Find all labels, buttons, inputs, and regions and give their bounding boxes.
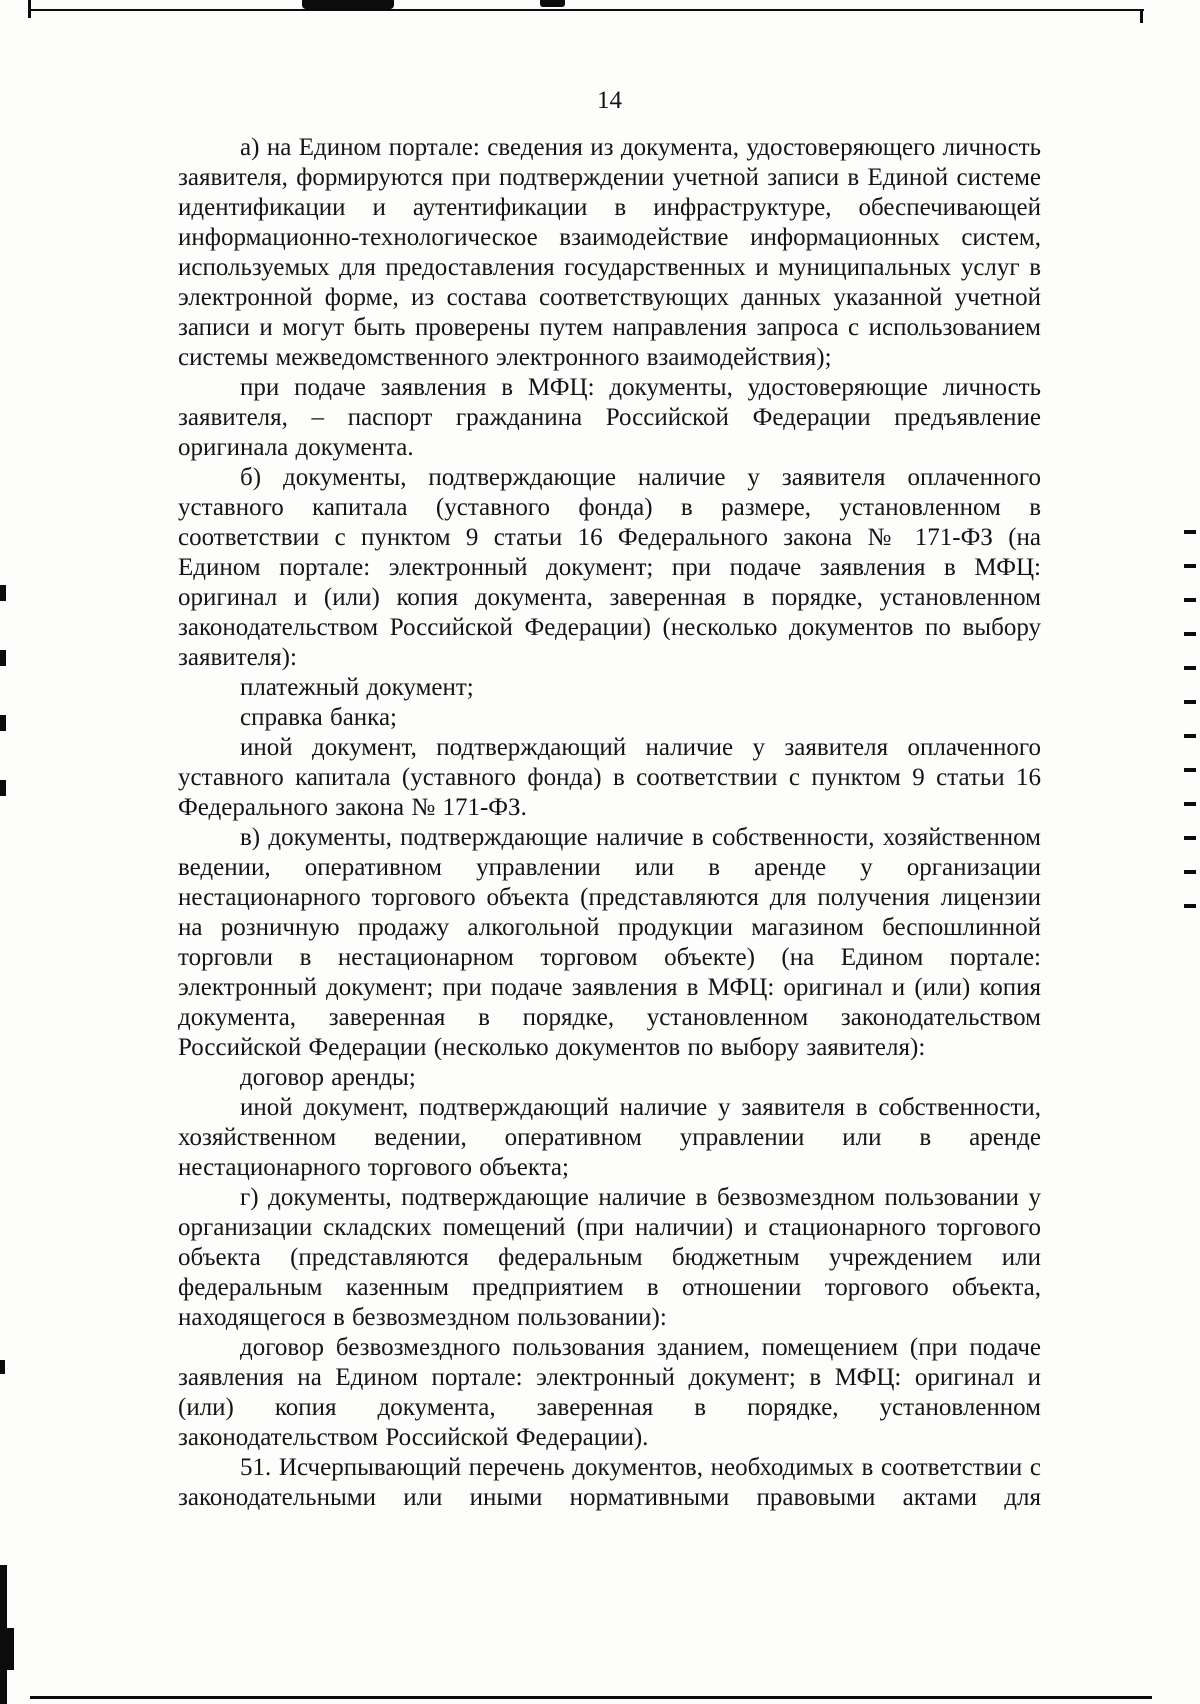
paragraph-dogovor-arendy: договор аренды; — [240, 1064, 416, 1091]
scan-artifact — [302, 0, 394, 9]
page-number: 14 — [597, 87, 622, 114]
paragraph-v-nestacionarnyj: в) документы, подтверждающие наличие в собственности, хозяйственном ведении, оперативном управлении или в аренде у организации нестационарного торгового объекта (представляются для получения лицензии на розничную продажу алкогольной продукции магазином беспошлинной торговли в нестационарном торговом объекте) (на Едином портале: электронный документ; при подаче заявления в МФЦ: оригинал и (или) копия документа, заверенная в порядке, установленном законодательством Российской Федерации (несколько документов по выбору заявителя): — [178, 824, 1041, 1061]
scan-border-tick-left — [28, 0, 31, 18]
paragraph-inoj-dokument-obekt: иной документ, подтверждающий наличие у заявителя в собственности, хозяйственном ведении, оперативном управлении или в аренде нестационарного торгового объекта; — [178, 1094, 1041, 1181]
paragraph-mfc-passport: при подаче заявления в МФЦ: документы, удостоверяющие личность заявителя, – паспорт гражданина Российской Федерации предъявление оригинала документа. — [178, 374, 1041, 461]
scan-artifact — [540, 0, 565, 7]
scan-artifact — [0, 650, 6, 666]
scan-artifact — [0, 1360, 5, 1374]
document-body — [178, 133, 1041, 1513]
paragraph-platezhnyj-dokument: платежный документ; — [240, 674, 474, 701]
scan-artifact — [0, 585, 6, 601]
scan-artifact-dashes — [1184, 530, 1196, 915]
scan-artifact — [0, 780, 6, 796]
scan-artifact — [0, 715, 6, 731]
scan-border-top — [28, 9, 1144, 11]
scan-border-tick-right — [1140, 9, 1143, 23]
paragraph-a-edinyj-portal: а) на Едином портале: сведения из документа, удостоверяющего личность заявителя, формируются при подтверждении учетной записи в Единой системе идентификации и аутентификации в инфраструктуре, обеспечивающей информационно-технологическое взаимодействие информационных систем, используемых для предоставления государственных и муниципальных услуг в электронной форме, из состава соответствующих данных указанной учетной записи и могут быть проверены путем направления запроса с использованием системы межведомственного электронного взаимодействия); — [178, 134, 1041, 371]
scan-artifact — [0, 1628, 14, 1670]
scan-border-bottom — [30, 1696, 1152, 1699]
paragraph-inoj-dokument-kapital: иной документ, подтверждающий наличие у заявителя оплаченного уставного капитала (уставного фонда) в соответствии с пунктом 9 статьи 16 Федерального закона № 171-ФЗ. — [178, 734, 1041, 821]
paragraph-51-perechen: 51. Исчерпывающий перечень документов, необходимых в соответствии с законодательными или иными нормативными правовыми актами для — [178, 1454, 1041, 1511]
paragraph-spravka-banka: справка банка; — [240, 704, 397, 731]
paragraph-b-ustavnyj-kapital: б) документы, подтверждающие наличие у заявителя оплаченного уставного капитала (уставного фонда) в размере, установленном в соответствии с пунктом 9 статьи 16 Федерального закона № 171-ФЗ (на Едином портале: электронный документ; при подаче заявления в МФЦ: оригинал и (или) копия документа, заверенная в порядке, установленном законодательством Российской Федерации) (несколько документов по выбору заявителя): — [178, 464, 1041, 671]
paragraph-g-bezvozmezdnoe: г) документы, подтверждающие наличие в безвозмездном пользовании у организации складских помещений (при наличии) и стационарного торгового объекта (представляются федеральным бюджетным учреждением или федеральным казенным предприятием в отношении торгового объекта, находящегося в безвозмездном пользовании): — [178, 1184, 1041, 1331]
paragraph-dogovor-polzovaniya: договор безвозмездного пользования зданием, помещением (при подаче заявления на Едином портале: электронный документ; в МФЦ: оригинал и (или) копия документа, заверенная в порядке, установленном законодательством Российской Федерации). — [178, 1334, 1041, 1451]
